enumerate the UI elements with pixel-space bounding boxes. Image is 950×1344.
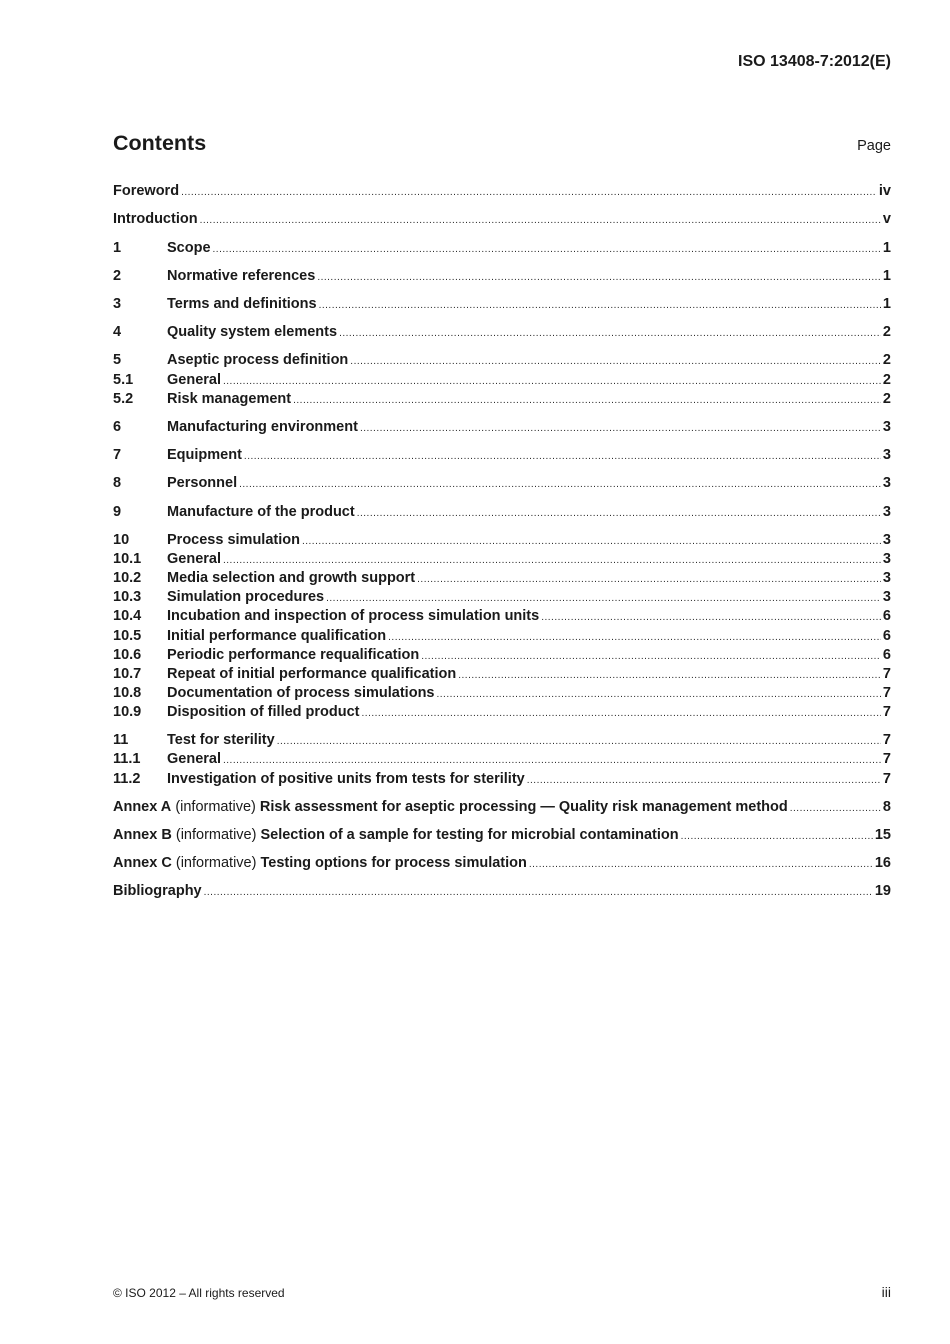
toc-entry-number: 10.5 <box>113 628 142 644</box>
toc-entry[interactable] <box>113 475 891 495</box>
toc-entry-introduction[interactable] <box>113 211 891 231</box>
toc-entry[interactable] <box>113 296 891 316</box>
toc-entry[interactable] <box>113 372 891 392</box>
toc-entry-title: Incubation and inspection of process simulation units <box>167 608 540 624</box>
toc-entry-annex-c[interactable] <box>113 855 891 875</box>
toc-entry-page: v <box>882 211 891 227</box>
leader-dots <box>360 423 881 434</box>
toc-entry-number: 10.3 <box>113 589 142 605</box>
toc-entry-foreword[interactable] <box>113 183 891 203</box>
toc-entry-page: 7 <box>882 666 891 682</box>
toc-entry[interactable] <box>113 419 891 439</box>
annex-info: (informative) <box>175 827 257 843</box>
toc-entry[interactable] <box>113 447 891 467</box>
toc-entry[interactable] <box>113 628 891 648</box>
page-number: iii <box>881 1284 891 1300</box>
copyright-notice: © ISO 2012 – All rights reserved <box>113 1286 285 1300</box>
toc-entry-title: Investigation of positive units from tests for sterility <box>167 771 525 787</box>
annex-title: Selection of a sample for testing for microbial contamination <box>260 827 679 843</box>
toc-entry[interactable] <box>113 268 891 288</box>
toc-entry-number: 10 <box>113 532 130 548</box>
toc-entry-number: 8 <box>113 475 122 491</box>
leader-dots <box>213 244 881 255</box>
toc-entry-page: 2 <box>882 372 891 388</box>
leader-dots <box>181 187 877 198</box>
toc-entry-page: 15 <box>874 827 891 843</box>
toc-entry-page: 6 <box>882 647 891 663</box>
leader-dots <box>529 859 873 870</box>
toc-entry-number: 10.7 <box>113 666 142 682</box>
toc-entry-page: 7 <box>882 751 891 767</box>
toc-entry-title: Manufacturing environment <box>167 419 358 435</box>
toc-entry-title: Process simulation <box>167 532 300 548</box>
toc-entry[interactable] <box>113 352 891 372</box>
toc-entry-page: 7 <box>882 732 891 748</box>
leader-dots <box>421 651 881 662</box>
toc-entry-page: 6 <box>882 628 891 644</box>
annex-label: Annex A <box>113 799 172 815</box>
toc-entry-number: 10.9 <box>113 704 142 720</box>
toc-entry-number: 2 <box>113 268 122 284</box>
leader-dots <box>362 708 881 719</box>
leader-dots <box>223 755 881 766</box>
toc-entry-page: 3 <box>882 475 891 491</box>
toc-entry[interactable] <box>113 324 891 344</box>
toc-entry-bibliography[interactable] <box>113 883 891 903</box>
toc-entry[interactable] <box>113 685 891 705</box>
toc-entry[interactable] <box>113 532 891 552</box>
toc-entry-number: 5 <box>113 352 122 368</box>
leader-dots <box>200 215 881 226</box>
toc-entry[interactable] <box>113 751 891 771</box>
toc-entry[interactable] <box>113 704 891 724</box>
leader-dots <box>388 632 881 643</box>
toc-entry-title: Bibliography <box>113 883 202 899</box>
toc-entry-number: 11 <box>113 732 129 748</box>
leader-dots <box>681 831 873 842</box>
toc-entry-page: iv <box>878 183 891 199</box>
contents-heading: Contents <box>113 131 207 155</box>
toc-entry-title: Test for sterility <box>167 732 275 748</box>
toc-entry-number: 10.8 <box>113 685 142 701</box>
leader-dots <box>326 593 881 604</box>
annex-info: (informative) <box>175 855 257 871</box>
toc-entry[interactable] <box>113 608 891 628</box>
toc-entry-title: General <box>167 372 221 388</box>
toc-entry-title: Introduction <box>113 211 198 227</box>
leader-dots <box>357 508 881 519</box>
document-id: ISO 13408-7:2012(E) <box>738 53 891 70</box>
toc-entry-page: 19 <box>874 883 891 899</box>
annex-title: Testing options for process simulation <box>260 855 527 871</box>
leader-dots <box>293 395 881 406</box>
toc-entry-page: 3 <box>882 570 891 586</box>
toc-entry-title: Equipment <box>167 447 242 463</box>
toc-entry-page: 3 <box>882 447 891 463</box>
toc-entry-title: Initial performance qualification <box>167 628 387 644</box>
toc-entry-number: 10.6 <box>113 647 142 663</box>
toc-entry-number: 5.2 <box>113 391 134 407</box>
toc-entry-number: 9 <box>113 504 122 520</box>
toc-entry-title: Risk management <box>167 391 292 407</box>
annex-title: Risk assessment for aseptic processing — Quality risk management method <box>259 799 788 815</box>
annex-label: Annex B <box>113 827 172 843</box>
toc-entry-page: 8 <box>882 799 891 815</box>
toc-entry-number: 10.1 <box>113 551 142 567</box>
toc-entry[interactable] <box>113 391 891 411</box>
toc-entry-page: 6 <box>882 608 891 624</box>
leader-dots <box>223 376 881 387</box>
leader-dots <box>319 300 881 311</box>
toc-entry[interactable] <box>113 570 891 590</box>
toc-entry-title: Personnel <box>167 475 238 491</box>
leader-dots <box>302 536 881 547</box>
leader-dots <box>541 612 881 623</box>
toc-entry[interactable] <box>113 589 891 609</box>
leader-dots <box>239 479 881 490</box>
leader-dots <box>350 356 881 367</box>
leader-dots <box>339 328 881 339</box>
toc-entry-title: Documentation of process simulations <box>167 685 435 701</box>
toc-entry-annex-a[interactable] <box>113 799 891 819</box>
toc-entry-title: Disposition of filled product <box>167 704 360 720</box>
toc-entry-page: 7 <box>882 704 891 720</box>
toc-entry-page: 16 <box>874 855 891 871</box>
toc-entry-title: Scope <box>167 240 211 256</box>
toc-entry-page: 1 <box>882 268 891 284</box>
annex-label: Annex C <box>113 855 172 871</box>
leader-dots <box>277 736 881 747</box>
toc-entry-number: 6 <box>113 419 122 435</box>
toc-entry-page: 3 <box>882 532 891 548</box>
toc-entry-number: 11.2 <box>113 771 141 787</box>
toc-entry-title: Simulation procedures <box>167 589 325 605</box>
toc-entry[interactable] <box>113 504 891 524</box>
leader-dots <box>223 555 881 566</box>
toc-entry-number: 11.1 <box>113 751 141 767</box>
toc-entry-page: 2 <box>882 324 891 340</box>
leader-dots <box>244 451 881 462</box>
toc-entry-number: 3 <box>113 296 122 312</box>
toc-entry-title: Foreword <box>113 183 180 199</box>
toc-entry-number: 7 <box>113 447 122 463</box>
toc-entry-number: 1 <box>113 240 122 256</box>
toc-entry-page: 3 <box>882 551 891 567</box>
toc-entry-page: 3 <box>882 419 891 435</box>
toc-entry-page: 7 <box>882 685 891 701</box>
toc-entry-number: 10.2 <box>113 570 142 586</box>
leader-dots <box>790 803 881 814</box>
toc-entry-page: 1 <box>882 240 891 256</box>
leader-dots <box>204 887 873 898</box>
toc-entry-title: Normative references <box>167 268 316 284</box>
toc-entry-title: Manufacture of the product <box>167 504 355 520</box>
leader-dots <box>527 775 881 786</box>
toc-entry-page: 2 <box>882 391 891 407</box>
toc-entry-title: Terms and definitions <box>167 296 317 312</box>
toc-entry-page: 3 <box>882 589 891 605</box>
toc-entry-annex-b[interactable] <box>113 827 891 847</box>
toc-entry-page: 7 <box>882 771 891 787</box>
toc-entry-page: 3 <box>882 504 891 520</box>
toc-entry[interactable] <box>113 771 891 791</box>
toc-entry[interactable] <box>113 666 891 686</box>
leader-dots <box>458 670 881 681</box>
toc-entry-title: General <box>167 751 221 767</box>
toc-entry-title: General <box>167 551 221 567</box>
page-column-label: Page <box>857 138 891 154</box>
toc-entry-page: 1 <box>882 296 891 312</box>
toc-entry-title: Aseptic process definition <box>167 352 349 368</box>
toc-entry-title: Quality system elements <box>167 324 338 340</box>
toc-entry-number: 5.1 <box>113 372 134 388</box>
toc-entry-number: 10.4 <box>113 608 142 624</box>
leader-dots <box>317 272 881 283</box>
toc-entry[interactable] <box>113 551 891 571</box>
leader-dots <box>417 574 881 585</box>
annex-info: (informative) <box>175 799 256 815</box>
toc-entry-page: 2 <box>882 352 891 368</box>
leader-dots <box>437 689 881 700</box>
toc-entry-title: Repeat of initial performance qualification <box>167 666 457 682</box>
toc-entry-number: 4 <box>113 324 122 340</box>
toc-entry[interactable] <box>113 240 891 260</box>
toc-entry-title: Periodic performance requalification <box>167 647 420 663</box>
toc-entry-title: Media selection and growth support <box>167 570 416 586</box>
toc-entry[interactable] <box>113 732 891 752</box>
toc-entry[interactable] <box>113 647 891 667</box>
